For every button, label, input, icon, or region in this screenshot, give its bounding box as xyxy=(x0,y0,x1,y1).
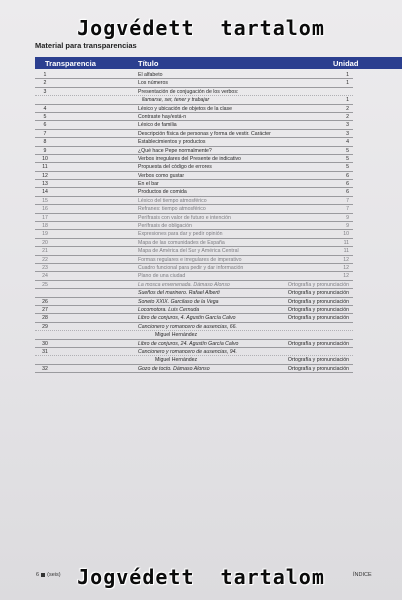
table-row xyxy=(35,331,353,339)
table-row xyxy=(35,96,353,104)
row-unit: 5 xyxy=(346,155,349,162)
table-row xyxy=(35,306,353,314)
row-unit: 6 xyxy=(346,181,349,188)
row-number: 11 xyxy=(42,164,48,171)
row-title: Los números xyxy=(138,80,168,87)
table-row xyxy=(35,138,353,146)
row-title: Verbos irregulares del Presente de indicativo xyxy=(138,155,241,162)
row-title: Contraste hay/está-n xyxy=(138,113,187,120)
row-title: Perífrasis de obligación xyxy=(138,223,192,230)
row-unit: 9 xyxy=(346,223,349,230)
header-transparencia: Transparencia xyxy=(45,58,96,68)
row-number: 14 xyxy=(42,189,48,196)
row-number: 20 xyxy=(42,239,48,246)
row-number: 19 xyxy=(42,231,48,238)
row-title: Cancionero y romancero de ausencias, 66. xyxy=(138,323,237,330)
row-title: Locomotora. Luis Cernuda xyxy=(138,306,200,313)
row-title: Libro de conjuros, 24. Agustín García Calvo xyxy=(138,340,239,347)
table-row xyxy=(35,130,353,138)
table-row xyxy=(35,239,353,247)
row-unit: 6 xyxy=(346,172,349,179)
row-title: El alfabeto xyxy=(138,72,163,78)
row-title: Libro de conjuros, 4. Agustín García Calvo xyxy=(138,315,236,322)
table-row xyxy=(35,264,353,272)
row-unit: Ortografía y pronunciación xyxy=(287,315,349,322)
row-number: 7 xyxy=(43,130,47,137)
row-title: Formas regulares e irregulares de imperativo xyxy=(138,256,242,263)
row-unit: 1 xyxy=(346,72,349,78)
table-row xyxy=(35,71,353,79)
row-number: 16 xyxy=(42,206,48,213)
row-unit: 9 xyxy=(346,214,349,221)
row-number: 28 xyxy=(42,315,48,322)
table-body xyxy=(35,71,353,373)
row-title: Cancionero y romancero de ausencias, 94. xyxy=(138,348,237,355)
row-unit: Ortografía y pronunciación xyxy=(287,340,349,347)
row-number: 9 xyxy=(43,147,47,154)
table-row xyxy=(35,289,353,297)
row-title: Verbos como gustar xyxy=(138,172,185,179)
row-unit: 5 xyxy=(346,147,349,154)
row-number: 24 xyxy=(42,273,48,280)
table-header xyxy=(35,57,402,69)
row-title: Léxico y ubicación de objetos de la clase xyxy=(138,105,233,112)
row-number: 30 xyxy=(42,340,48,347)
row-number: 10 xyxy=(42,155,48,162)
table-row xyxy=(35,180,353,188)
section-title: Material para transparencias xyxy=(35,41,137,50)
table-row xyxy=(35,188,353,196)
table-row xyxy=(35,163,353,171)
row-unit: Ortografía y pronunciación xyxy=(287,281,349,288)
header-titulo: Título xyxy=(138,58,159,68)
row-unit: 2 xyxy=(346,113,349,120)
row-title: Léxico del tiempo atmosférico xyxy=(138,197,207,204)
row-title: Perífrasis con valor de futuro e intención xyxy=(138,214,231,221)
page-number-words: (seis) xyxy=(47,572,61,578)
table-row xyxy=(35,314,353,322)
table-row xyxy=(35,222,353,230)
row-unit: 11 xyxy=(343,239,349,246)
row-number: 2 xyxy=(43,80,47,87)
watermark-top: Jogvédett tartalom xyxy=(77,16,325,40)
page-number-value: 6 xyxy=(36,572,40,578)
table-row xyxy=(35,298,353,306)
row-number: 26 xyxy=(42,298,48,305)
table-row xyxy=(35,121,353,129)
row-number: 22 xyxy=(42,256,48,263)
row-number: 13 xyxy=(42,181,48,188)
row-unit: 11 xyxy=(343,248,349,255)
row-unit: 2 xyxy=(346,105,349,112)
row-unit: 12 xyxy=(343,256,349,263)
row-title: ¿Qué hace Pepe normalmente? xyxy=(138,147,212,154)
row-unit: Ortografía y pronunciación xyxy=(287,298,349,305)
table-row xyxy=(35,88,353,96)
row-number: 32 xyxy=(42,365,48,372)
row-number: 25 xyxy=(42,281,48,288)
row-title: Expresiones para dar y pedir opinión xyxy=(138,231,223,238)
row-unit: 12 xyxy=(343,264,349,271)
row-title: Sueños del marinero. Rafael Alberti xyxy=(138,290,220,297)
table-row xyxy=(35,197,353,205)
row-number: 23 xyxy=(42,264,48,271)
row-number: 5 xyxy=(43,113,47,120)
row-number: 18 xyxy=(42,223,48,230)
row-number: 8 xyxy=(43,139,47,146)
footer-index-label: ÍNDICE xyxy=(353,572,372,578)
table-row xyxy=(35,340,353,348)
row-number: 3 xyxy=(43,88,47,95)
row-unit: 1 xyxy=(346,97,349,104)
row-number: 21 xyxy=(42,248,48,255)
row-title: Productos de comida xyxy=(138,189,187,196)
table-row xyxy=(35,348,353,356)
row-unit: 3 xyxy=(346,122,349,129)
row-unit: Ortografía y pronunciación xyxy=(287,306,349,313)
table-row xyxy=(35,281,353,289)
row-unit: 3 xyxy=(346,130,349,137)
row-number: 31 xyxy=(42,348,48,355)
table-row xyxy=(35,356,353,364)
row-number: 15 xyxy=(42,197,48,204)
row-number: 12 xyxy=(42,172,48,179)
table-row xyxy=(35,230,353,238)
row-number: 29 xyxy=(42,323,48,330)
row-number: 17 xyxy=(42,214,48,221)
header-unidad: Unidad xyxy=(333,58,359,68)
row-unit: 4 xyxy=(346,139,349,146)
row-unit: 7 xyxy=(346,206,349,213)
table-row xyxy=(35,172,353,180)
row-unit: 1 xyxy=(346,80,349,87)
row-title: Miguel Hernández xyxy=(155,332,198,339)
row-unit: Ortografía y pronunciación xyxy=(287,365,349,372)
row-title: La mosca envenenada. Dámaso Alonso xyxy=(138,281,230,288)
row-title: llamarse, ser, tener y trabajar xyxy=(142,97,210,104)
row-title: Cuadro funcional para pedir y dar información xyxy=(138,264,244,271)
row-number: 27 xyxy=(42,306,48,313)
row-number: 4 xyxy=(43,105,47,112)
row-title: Léxico de familia xyxy=(138,122,177,129)
row-title: Miguel Hernández xyxy=(155,357,198,364)
table-row xyxy=(35,79,353,87)
row-title: Establecimientos y productos xyxy=(138,139,206,146)
table-row xyxy=(35,323,353,331)
row-title: En el bar xyxy=(138,181,159,188)
row-title: Propuesta del código de errores xyxy=(138,164,212,171)
table-row xyxy=(35,247,353,255)
row-title: Mapa de América del Sur y América Central xyxy=(138,248,239,255)
row-title: Gozo de tocto. Dámaso Alonso xyxy=(138,365,210,372)
table-row xyxy=(35,214,353,222)
table-row xyxy=(35,105,353,113)
table-row xyxy=(35,147,353,155)
table-row xyxy=(35,365,353,373)
row-title: Mapa de las comunidades de España xyxy=(138,239,225,246)
row-title: Soneto XXIX. Garcilaso de la Vega xyxy=(138,298,219,305)
table-row xyxy=(35,155,353,163)
row-unit: Ortografía y pronunciación xyxy=(287,290,349,297)
row-unit: 6 xyxy=(346,189,349,196)
table-row xyxy=(35,272,353,280)
row-number: 1 xyxy=(43,72,47,78)
table-row xyxy=(35,113,353,121)
row-unit: 5 xyxy=(346,164,349,171)
row-unit: Ortografía y pronunciación xyxy=(287,357,349,364)
table-row xyxy=(35,205,353,213)
watermark-bottom: Jogvédett tartalom xyxy=(77,565,325,589)
row-number: 6 xyxy=(43,122,47,129)
row-unit: 12 xyxy=(343,273,349,280)
row-title: Presentación de conjugación de los verbos: xyxy=(138,88,239,95)
row-title: Plano de una ciudad xyxy=(138,273,186,280)
row-title: Descripción física de personas y forma de vestir. Carácter xyxy=(138,130,271,137)
row-unit: 10 xyxy=(343,231,349,238)
row-title: Refranes: tiempo atmosférico xyxy=(138,206,206,213)
row-unit: 7 xyxy=(346,197,349,204)
table-row xyxy=(35,256,353,264)
